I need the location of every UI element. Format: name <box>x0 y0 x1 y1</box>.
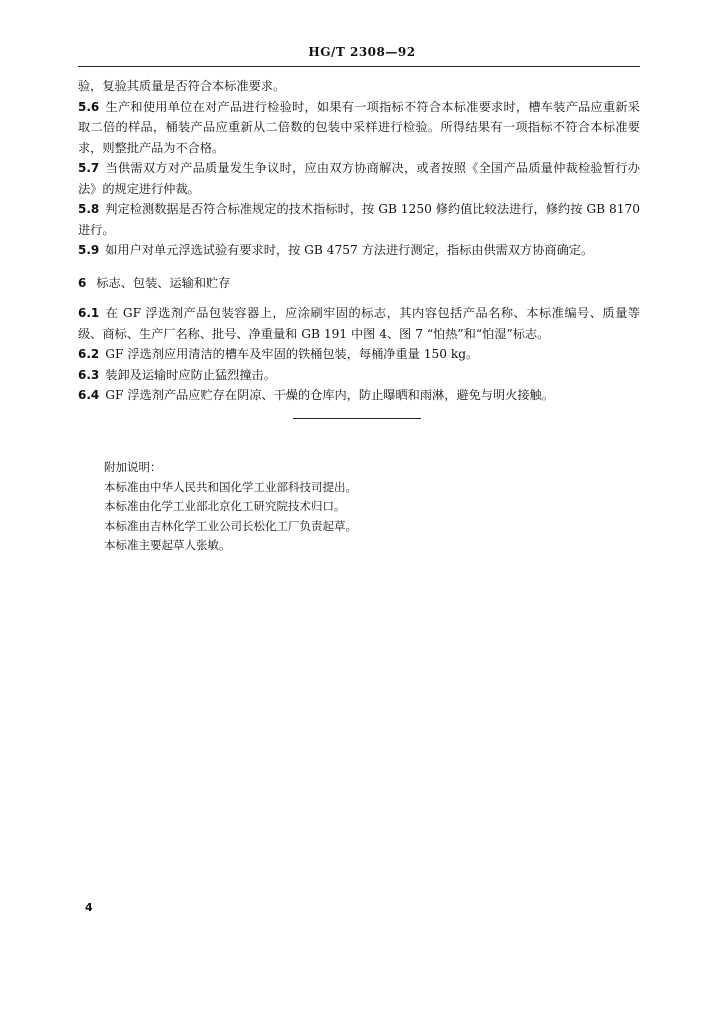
clause-text: GF 浮选剂产品应贮存在阴凉、干燥的仓库内，防止曝晒和雨淋，避免与明火接触。 <box>105 388 554 402</box>
clause-text: 当供需双方对产品质量发生争议时，应由双方协商解决，或者按照《全国产品质量仲裁检验暂行办法》的规定进行仲裁。 <box>78 161 640 196</box>
clause-6-2 <box>78 344 640 365</box>
end-of-text-rule <box>293 418 421 419</box>
section-6-title <box>78 273 640 294</box>
body-text <box>78 76 640 406</box>
clause-text: 在 GF 浮选剂产品包装容器上，应涂刷牢固的标志，其内容包括产品名称、本标准编号、质量等级、商标、生产厂名称、批号、净重量和 GB 191 中图 4、图 7 “怕热”和“怕湿”标志。 <box>78 306 640 341</box>
notes-line: 本标准由吉林化学工业公司长松化工厂负责起草。 <box>104 518 357 533</box>
clause-number: 6.3 <box>78 367 100 382</box>
clause-6-1 <box>78 303 640 344</box>
clause-number: 6.1 <box>78 306 100 320</box>
additional-notes <box>104 458 624 556</box>
notes-line: 本标准由化学工业部北京化工研究院技术归口。 <box>104 499 346 513</box>
section-title-text: 标志、包装、运输和贮存 <box>96 275 231 290</box>
clause-number: 5.9 <box>78 243 100 257</box>
continuation-text: 验，复验其质量是否符合本标准要求。 <box>78 79 286 93</box>
clause-number: 5.7 <box>78 161 100 175</box>
header-rule <box>78 66 640 67</box>
clause-5-7 <box>78 158 640 199</box>
clause-5-9 <box>78 240 640 261</box>
clause-number: 5.8 <box>78 202 100 216</box>
clause-text: 如用户对单元浮选试验有要求时，按 GB 4757 方法进行测定，指标由供需双方协商确定。 <box>105 243 594 257</box>
clause-text: 生产和使用单位在对产品进行检验时，如果有一项指标不符合本标准要求时，槽车装产品应重新采取二倍的样品，桶装产品应重新从二倍数的包装中采样进行检验。所得结果有一项指标不符合本标准要求，则整批产品为不合格。 <box>78 99 640 155</box>
notes-line: 本标准主要起草人张敏。 <box>104 538 231 552</box>
notes-title: 附加说明： <box>104 460 162 474</box>
section-number: 6 <box>78 275 87 290</box>
page-number: 4 <box>85 901 93 914</box>
clause-6-3 <box>78 365 640 386</box>
clause-text: 装卸及运输时应防止猛烈撞击。 <box>105 367 276 382</box>
clause-number: 6.4 <box>78 388 100 402</box>
clause-6-4 <box>78 385 640 406</box>
page-header: HG/T 2308—92 <box>308 45 416 59</box>
clause-number: 5.6 <box>78 99 100 114</box>
notes-line: 本标准由中华人民共和国化学工业部科技司提出。 <box>104 479 357 494</box>
clause-text: GF 浮选剂应用清洁的槽车及牢固的铁桶包装，每桶净重量 150 kg。 <box>105 347 479 361</box>
clause-5-8 <box>78 199 640 240</box>
clause-5-6 <box>78 97 640 159</box>
clause-number: 6.2 <box>78 347 100 361</box>
clause-text: 判定检测数据是否符合标准规定的技术指标时，按 GB 1250 修约值比较法进行，修约按 GB 8170 进行。 <box>78 202 640 237</box>
